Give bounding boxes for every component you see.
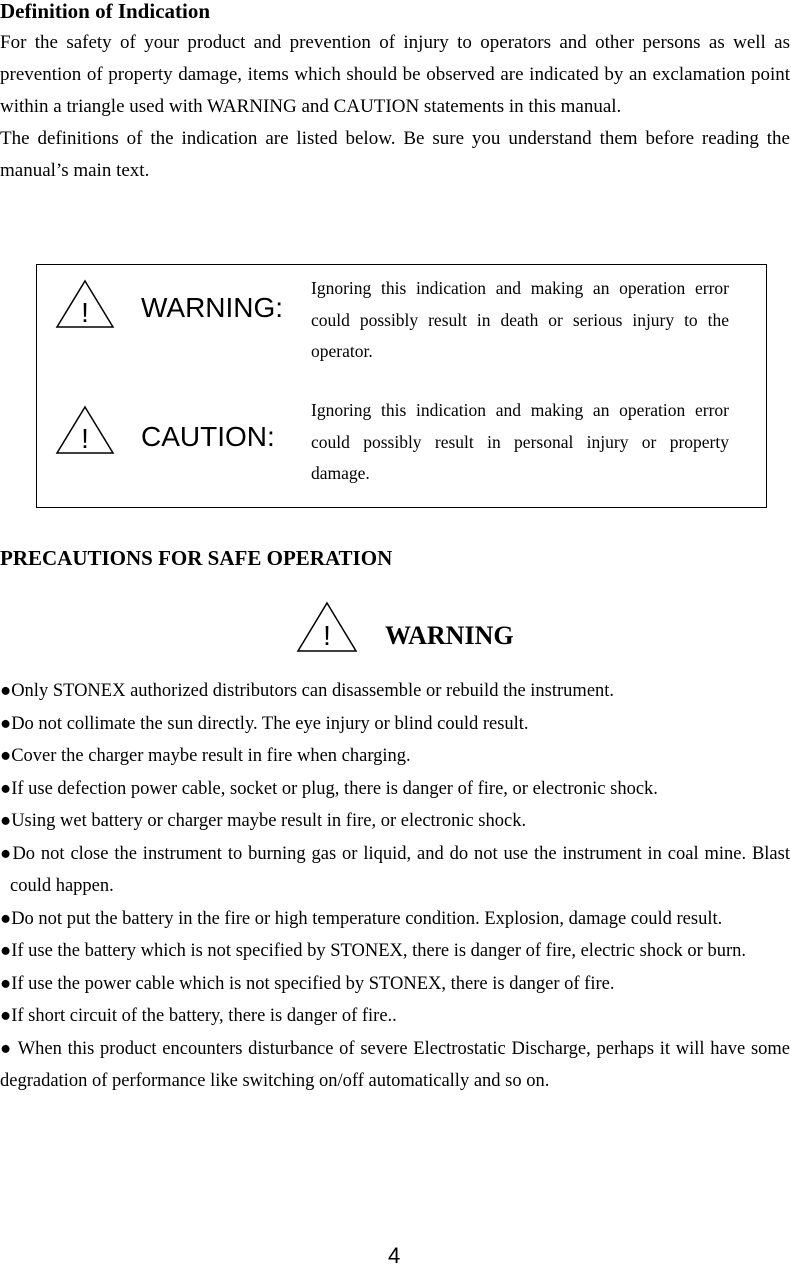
precautions-warning-symbol: ! [323, 620, 331, 651]
list-item: ●Using wet battery or charger maybe result in fire, or electronic shock. [0, 811, 527, 831]
list-item: ●Do not put the battery in the fire or high temperature condition. Explosion, damage could result. [0, 908, 723, 929]
list-item: ●If short circuit of the battery, there is danger of fire.. [0, 1006, 397, 1026]
list-item: ● When this product encounters disturbance of severe Electrostatic Discharge, perhaps it will have some degradation of performance like switching on/off automatically and so on. [0, 1038, 790, 1091]
section-title: Definition of Indication [0, 0, 211, 23]
caution-description: Ignoring this indication and making an operation error could possibly result in personal injury or property damage. [311, 400, 729, 483]
list-item: ●Cover the charger maybe result in fire when charging. [0, 746, 411, 766]
precautions-warning-label: WARNING [385, 621, 514, 650]
list-item: ●If use defection power cable, socket or plug, there is danger of fire, or electronic shock. [0, 778, 658, 799]
precautions-warning-icon [296, 601, 358, 658]
list-item: ●Only STONEX authorized distributors can disassemble or rebuild the instrument. [0, 681, 615, 701]
caution-label: CAUTION: [141, 421, 275, 452]
warning-triangle-icon [55, 279, 115, 329]
warning-label: WARNING: [141, 292, 284, 323]
precautions-title: PRECAUTIONS FOR SAFE OPERATION [0, 546, 393, 570]
warning-symbol: ! [81, 297, 89, 328]
list-item: ●If use the battery which is not specified by STONEX, there is danger of fire, electric shock or burn. [0, 941, 746, 961]
precautions-list [0, 675, 790, 1098]
indication-box [36, 264, 767, 508]
caution-triangle-icon [55, 405, 115, 455]
list-item: ●Do not close the instrument to burning gas or liquid, and do not use the instrument in coal mine. Blast could happen. [0, 843, 790, 896]
definition-text [0, 27, 790, 187]
caution-symbol: ! [81, 423, 89, 454]
definition-paragraph-2: The definitions of the indication are listed below. Be sure you understand them before reading the manual’s main text. [0, 128, 790, 181]
warning-description: Ignoring this indication and making an operation error could possibly result in death or serious injury to the operator. [311, 278, 729, 361]
list-item: ●Do not collimate the sun directly. The eye injury or blind could result. [0, 713, 529, 734]
page-number: 4 [388, 1243, 401, 1268]
list-item: ●If use the power cable which is not specified by STONEX, there is danger of fire. [0, 973, 615, 994]
definition-paragraph-1: For the safety of your product and prevention of injury to operators and other persons as well as prevention of property damage, items which should be observed are indicated by an exclamation point within a triangle used with WARNING and CAUTION statements in this manual. [0, 32, 790, 117]
